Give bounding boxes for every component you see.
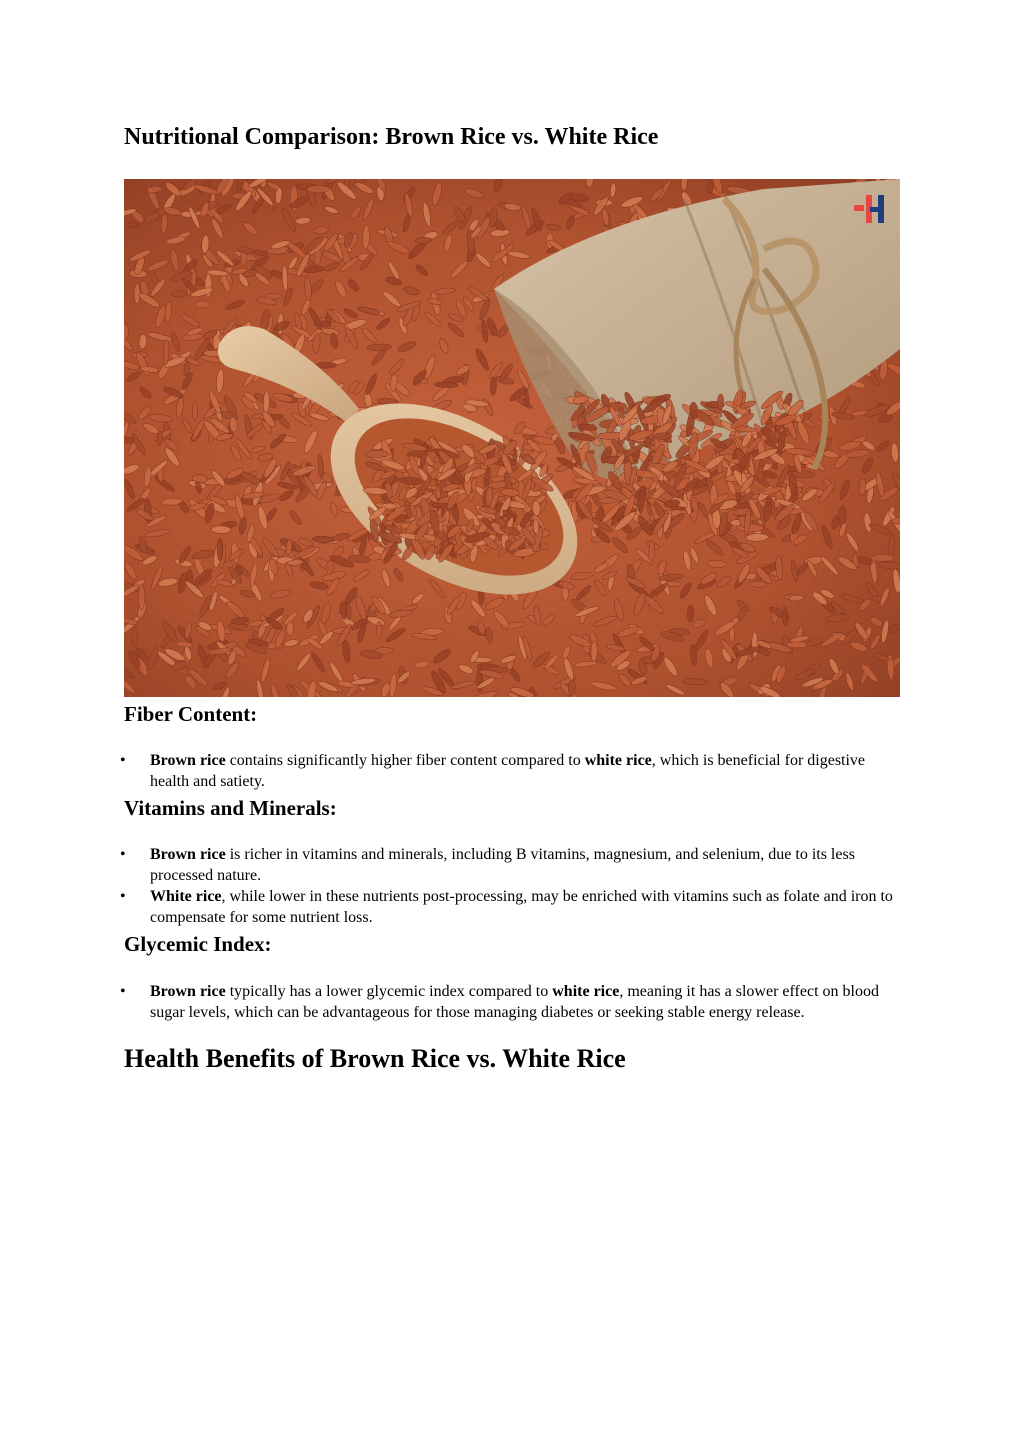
list-item [124, 844, 900, 886]
list-item [124, 981, 900, 1023]
rice-photo [124, 179, 900, 697]
text-run: is richer in vitamins and minerals, including B vitamins, magnesium, and selenium, due to its less processed nature. [150, 846, 855, 884]
section-list-glycemic [124, 981, 900, 1023]
text-run: , meaning it has a slower effect on blood sugar levels, which can be advantageous for those managing diabetes or seeking stable energy release. [150, 983, 879, 1021]
bold-term: Brown rice [150, 983, 226, 1000]
section-heading-vitamins: Vitamins and Minerals: [124, 796, 337, 820]
bold-term: white rice [584, 752, 652, 769]
list-item [124, 886, 900, 928]
bold-term: White rice [150, 888, 222, 905]
bold-term: white rice [552, 983, 620, 1000]
section-heading-fiber: Fiber Content: [124, 702, 258, 726]
page-title: Nutritional Comparison: Brown Rice vs. White Rice [124, 124, 659, 150]
text-run: typically has a lower glycemic index compared to [225, 983, 553, 1000]
bold-term: Brown rice [150, 846, 226, 863]
text-run: , while lower in these nutrients post-processing, may be enriched with vitamins such as folate and iron to compensate for some nutrient loss. [150, 888, 893, 926]
section-list-fiber [124, 750, 900, 792]
section-heading-glycemic: Glycemic Index: [124, 932, 272, 956]
bold-term: Brown rice [150, 752, 226, 769]
list-item [124, 750, 900, 792]
section-list-vitamins [124, 844, 900, 928]
text-run: , which is beneficial for digestive health and satiety. [150, 752, 866, 790]
text-run: contains significantly higher fiber content compared to [225, 752, 585, 769]
section-heading-health-benefits: Health Benefits of Brown Rice vs. White Rice [124, 1044, 626, 1073]
